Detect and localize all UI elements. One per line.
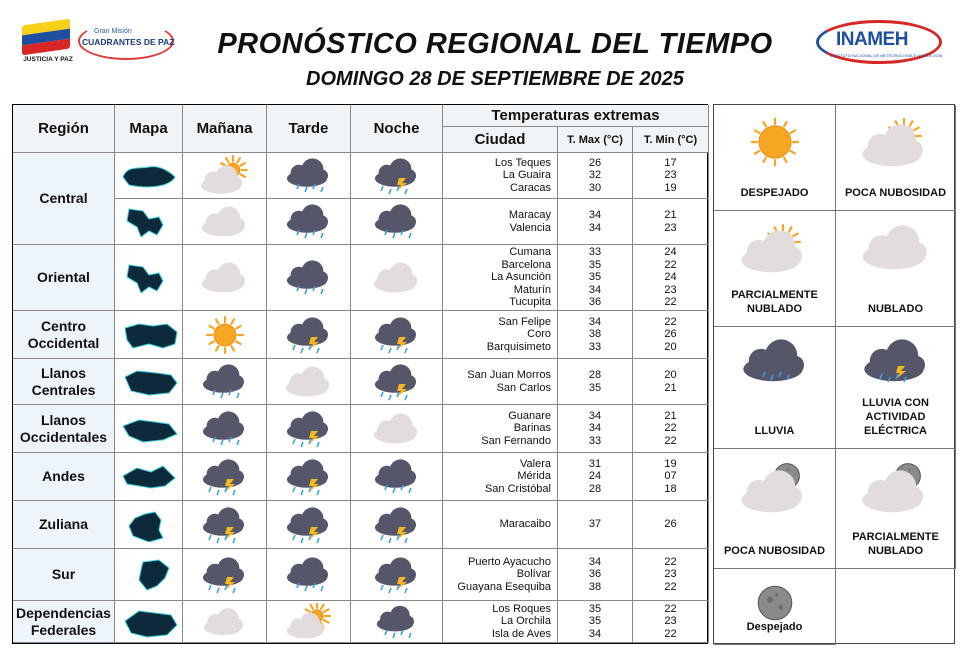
tmin-value: 23 <box>664 169 677 182</box>
tmin-value: 22 <box>664 580 677 593</box>
tmin-value: 22 <box>664 422 677 435</box>
tmax-value: 36 <box>588 296 602 309</box>
tmax-cell <box>558 405 633 453</box>
tmax-value: 34 <box>588 627 602 640</box>
cuadrantes-de-paz-logo: Gran Misión CUADRANTES DE PAZ <box>78 18 174 66</box>
tmax-value: 31 <box>588 457 602 470</box>
region-map-icon <box>119 261 179 295</box>
map-cell <box>115 199 183 245</box>
map-cell <box>115 549 183 601</box>
city-name: Los Roques <box>492 602 551 615</box>
city-name: La Asunción <box>491 271 551 284</box>
storm-icon <box>191 554 259 596</box>
tmax-cell <box>558 549 633 601</box>
storm-icon <box>363 314 431 356</box>
legend-item <box>836 105 956 211</box>
legend-item <box>714 327 836 449</box>
afternoon-cell <box>267 549 351 601</box>
city-cell <box>443 501 558 549</box>
night-cell <box>351 359 443 405</box>
tmax-value: 35 <box>588 258 602 271</box>
map-cell <box>115 601 183 643</box>
venezuela-flag-icon <box>22 19 70 56</box>
cloudy-icon <box>191 603 259 641</box>
legend-item <box>836 211 956 327</box>
tmax-value: 30 <box>588 181 602 194</box>
city-name: Valera <box>520 457 551 470</box>
page-title: PRONÓSTICO REGIONAL DEL TIEMPO <box>217 28 773 60</box>
map-cell <box>115 311 183 359</box>
night-cloudy-icon <box>735 455 815 517</box>
tmax-value: 26 <box>588 156 602 169</box>
night-cell <box>351 501 443 549</box>
map-cell <box>115 359 183 405</box>
city-name: Guayana Esequiba <box>457 580 551 593</box>
tmax-cell <box>558 453 633 501</box>
storm-icon <box>275 408 343 450</box>
city-name: Guanare <box>508 409 551 422</box>
city-name: Maturín <box>513 283 551 296</box>
city-name: Puerto Ayacucho <box>468 555 551 568</box>
col-header-city: Ciudad <box>443 127 558 153</box>
city-name: La Guaira <box>502 169 551 182</box>
tmin-cell <box>633 359 709 405</box>
legend-label: NUBLADO <box>868 303 923 315</box>
tmax-value: 36 <box>588 568 602 581</box>
tmin-cell <box>633 453 709 501</box>
legend-item <box>714 211 836 327</box>
afternoon-cell <box>267 501 351 549</box>
tmax-value: 35 <box>588 271 602 284</box>
city-name: Isla de Aves <box>491 627 551 640</box>
region-label: Central <box>39 190 88 206</box>
rain-icon <box>275 201 343 243</box>
tmin-cell <box>633 153 709 199</box>
legend-label: LLUVIA <box>754 425 795 437</box>
tmin-value: 22 <box>664 602 677 615</box>
tmin-cell <box>633 405 709 453</box>
region-map-icon <box>119 558 179 592</box>
region-label: Sur <box>51 566 76 582</box>
col-header-region <box>13 105 115 153</box>
night-cloudy-icon <box>856 455 936 517</box>
legend-label: PARCIALMENTE NUBLADO <box>852 531 939 557</box>
morning-cell <box>183 359 267 405</box>
legend-item <box>836 327 956 449</box>
region-map-icon <box>119 205 179 239</box>
region-cell <box>13 549 115 601</box>
col-header-afternoon: Tarde <box>267 105 351 153</box>
partly-cloudy-icon <box>735 217 815 279</box>
region-label: Andes <box>42 468 85 484</box>
tmin-value: 21 <box>664 381 677 394</box>
tmax-cell <box>558 245 633 311</box>
justicia-y-paz-logo <box>18 18 76 68</box>
region-map-icon <box>119 159 179 193</box>
tmax-value: 33 <box>588 434 602 447</box>
city-name: Mérida <box>517 470 551 483</box>
tmax-value: 34 <box>588 422 602 435</box>
region-label: Llanos Centrales <box>31 364 96 398</box>
city-name: San Carlos <box>496 381 551 394</box>
tmax-value: 33 <box>588 340 602 353</box>
region-cell <box>13 453 115 501</box>
storm-icon <box>363 361 431 403</box>
region-cell <box>13 405 115 453</box>
region-map-icon <box>119 460 179 494</box>
tmax-cell <box>558 311 633 359</box>
city-cell <box>443 405 558 453</box>
region-map-icon <box>119 365 179 399</box>
col-header-map: Mapa <box>115 105 183 153</box>
city-cell <box>443 311 558 359</box>
tmax-cell <box>558 199 633 245</box>
tmin-value: 22 <box>664 555 677 568</box>
sunny-icon <box>191 314 259 356</box>
rain-icon <box>363 603 431 641</box>
region-cell <box>13 153 115 245</box>
city-name: San Fernando <box>481 434 551 447</box>
cloudy-icon <box>363 408 431 450</box>
map-cell <box>115 153 183 199</box>
tmin-cell <box>633 501 709 549</box>
legend-label: POCA NUBOSIDAD <box>844 187 947 199</box>
map-cell <box>115 453 183 501</box>
col-header-night: Noche <box>351 105 443 153</box>
tmax-value: 33 <box>588 246 602 259</box>
legend-item <box>836 449 956 569</box>
night-cell <box>351 601 443 643</box>
tmax-value: 38 <box>588 580 602 593</box>
night-cell <box>351 405 443 453</box>
city-name: San Cristóbal <box>484 482 551 495</box>
city-name: Barquisimeto <box>486 340 551 353</box>
tmin-value: 18 <box>664 482 677 495</box>
city-cell <box>443 549 558 601</box>
night-cell <box>351 199 443 245</box>
storm-icon <box>275 504 343 546</box>
tmax-value: 35 <box>588 381 602 394</box>
night-cell <box>351 245 443 311</box>
legend-label: LLUVIA CON ACTIVIDAD ELÉCTRICA <box>862 397 929 437</box>
tmax-value: 32 <box>588 169 602 182</box>
afternoon-cell <box>267 453 351 501</box>
morning-cell <box>183 453 267 501</box>
city-name: Valencia <box>509 221 551 234</box>
morning-cell <box>183 311 267 359</box>
tmin-value: 24 <box>664 246 677 259</box>
rain-icon <box>363 201 431 243</box>
cloudy-icon <box>191 257 259 299</box>
map-cell <box>115 501 183 549</box>
legend-label: DESPEJADO <box>740 187 809 199</box>
tmin-value: 22 <box>664 627 677 640</box>
rain-icon <box>275 554 343 596</box>
storm-icon <box>363 554 431 596</box>
legend-item <box>714 569 836 645</box>
region-label: Centro Occidental <box>27 317 100 351</box>
rain-icon <box>275 155 343 197</box>
afternoon-cell <box>267 405 351 453</box>
city-name: Maracay <box>508 209 551 221</box>
city-name: Bolívar <box>516 568 551 581</box>
tmin-value: 22 <box>664 296 677 309</box>
tmax-value: 28 <box>588 369 602 381</box>
region-label: Llanos Occidentales <box>19 411 108 445</box>
afternoon-cell <box>267 359 351 405</box>
city-name: Maracaibo <box>499 518 551 531</box>
cloudy-icon <box>275 361 343 403</box>
tmin-value: 20 <box>664 340 677 353</box>
rain-icon <box>191 408 259 450</box>
morning-cell <box>183 405 267 453</box>
afternoon-cell <box>267 199 351 245</box>
morning-cell <box>183 549 267 601</box>
tmin-value: 21 <box>664 209 677 221</box>
header-region: Región <box>38 120 89 137</box>
tmax-cell <box>558 501 633 549</box>
morning-cell <box>183 153 267 199</box>
tmin-value: 22 <box>664 434 677 447</box>
region-cell <box>13 245 115 311</box>
rain-icon <box>275 257 343 299</box>
tmax-value: 34 <box>588 555 602 568</box>
tmin-value: 17 <box>664 156 677 169</box>
tmax-cell <box>558 153 633 199</box>
tmax-cell <box>558 601 633 643</box>
storm-icon <box>191 504 259 546</box>
col-header-morning: Mañana <box>183 105 267 153</box>
map-cell <box>115 405 183 453</box>
tmin-value: 26 <box>664 518 677 531</box>
tmin-cell <box>633 311 709 359</box>
city-name: San Felipe <box>498 315 551 328</box>
sunny-icon <box>735 111 815 173</box>
tmin-cell <box>633 245 709 311</box>
partly-cloudy-icon <box>275 603 343 641</box>
tmax-value: 35 <box>588 602 602 615</box>
region-label: Zuliana <box>38 516 88 532</box>
city-cell <box>443 453 558 501</box>
col-header-temps: Temperaturas extremas <box>443 105 709 127</box>
city-name: San Juan Morros <box>467 369 551 381</box>
tmax-value: 34 <box>588 409 602 422</box>
tmax-cell <box>558 359 633 405</box>
tmin-value: 23 <box>664 221 677 234</box>
city-name: Tucupita <box>509 296 551 309</box>
region-map-icon <box>119 412 179 446</box>
city-cell <box>443 199 558 245</box>
storm-icon <box>275 456 343 498</box>
tmin-cell <box>633 199 709 245</box>
tmin-value: 22 <box>664 315 677 328</box>
tmax-value: 24 <box>588 470 602 483</box>
tmin-value: 19 <box>664 181 677 194</box>
tmin-value: 19 <box>664 457 677 470</box>
tmin-value: 24 <box>664 271 677 284</box>
tmin-value: 22 <box>664 258 677 271</box>
city-cell <box>443 153 558 199</box>
city-name: Coro <box>527 328 551 341</box>
tmin-value: 23 <box>664 283 677 296</box>
city-name: Los Teques <box>494 156 551 169</box>
region-map-icon <box>119 605 179 639</box>
region-label: Dependencias Federales <box>16 604 111 638</box>
storm-icon <box>191 456 259 498</box>
city-cell <box>443 359 558 405</box>
afternoon-cell <box>267 245 351 311</box>
region-cell <box>13 501 115 549</box>
tmin-value: 23 <box>664 568 677 581</box>
tmax-value: 34 <box>588 283 602 296</box>
morning-cell <box>183 199 267 245</box>
partly-cloudy-icon <box>191 155 259 197</box>
region-cell <box>13 601 115 643</box>
storm-icon <box>363 504 431 546</box>
region-map-icon <box>119 508 179 542</box>
tmin-value: 23 <box>664 615 677 628</box>
tmax-value: 38 <box>588 328 602 341</box>
tmax-value: 34 <box>588 315 602 328</box>
tmin-cell <box>633 601 709 643</box>
legend-item <box>714 449 836 569</box>
legend-panel <box>713 104 955 644</box>
inameh-logo: INAMEH INSTITUTO NACIONAL DE METEOROLOGÍA E HIDROLOGÍA <box>816 20 942 70</box>
city-name: Cumana <box>509 246 551 259</box>
afternoon-cell <box>267 311 351 359</box>
night-cell <box>351 453 443 501</box>
storm-icon <box>275 314 343 356</box>
col-header-tmax: T. Max (°C) <box>558 127 633 153</box>
storm-icon <box>856 333 936 395</box>
night-cell <box>351 311 443 359</box>
morning-cell <box>183 245 267 311</box>
night-cell <box>351 549 443 601</box>
partly-cloudy-icon <box>856 111 936 173</box>
tmax-value: 34 <box>588 221 602 234</box>
morning-cell <box>183 601 267 643</box>
tmin-cell <box>633 549 709 601</box>
region-map-icon <box>119 318 179 352</box>
col-header-tmin: T. Min (°C) <box>633 127 709 153</box>
legend-label: PARCIALMENTE NUBLADO <box>731 289 818 315</box>
cloudy-icon <box>191 201 259 243</box>
city-name: Barinas <box>513 422 551 435</box>
tmax-value: 28 <box>588 482 602 495</box>
logo-left-text: JUSTICIA Y PAZ <box>23 56 73 63</box>
tmin-value: 20 <box>664 369 677 381</box>
tmin-value: 07 <box>664 470 677 483</box>
legend-label: POCA NUBOSIDAD <box>723 545 826 557</box>
tmax-value: 37 <box>588 518 602 531</box>
storm-icon <box>363 155 431 197</box>
afternoon-cell <box>267 153 351 199</box>
legend-item <box>714 105 836 211</box>
rain-icon <box>191 361 259 403</box>
region-label: Oriental <box>37 269 90 285</box>
cloudy-icon <box>363 257 431 299</box>
city-cell <box>443 245 558 311</box>
tmin-value: 21 <box>664 409 677 422</box>
cloudy-icon <box>856 217 936 279</box>
morning-cell <box>183 501 267 549</box>
afternoon-cell <box>267 601 351 643</box>
tmax-value: 34 <box>588 209 602 221</box>
city-name: Caracas <box>510 181 551 194</box>
city-cell <box>443 601 558 643</box>
page-date: DOMINGO 28 DE SEPTIEMBRE DE 2025 <box>306 68 684 90</box>
rain-icon <box>363 456 431 498</box>
city-name: La Orchila <box>500 615 551 628</box>
tmin-value: 26 <box>664 328 677 341</box>
legend-label: Despejado <box>746 621 803 633</box>
rain-icon <box>735 333 815 395</box>
city-name: Barcelona <box>501 258 551 271</box>
region-cell <box>13 359 115 405</box>
region-cell <box>13 311 115 359</box>
forecast-table <box>12 104 708 644</box>
night-cell <box>351 153 443 199</box>
map-cell <box>115 245 183 311</box>
tmax-value: 35 <box>588 615 602 628</box>
